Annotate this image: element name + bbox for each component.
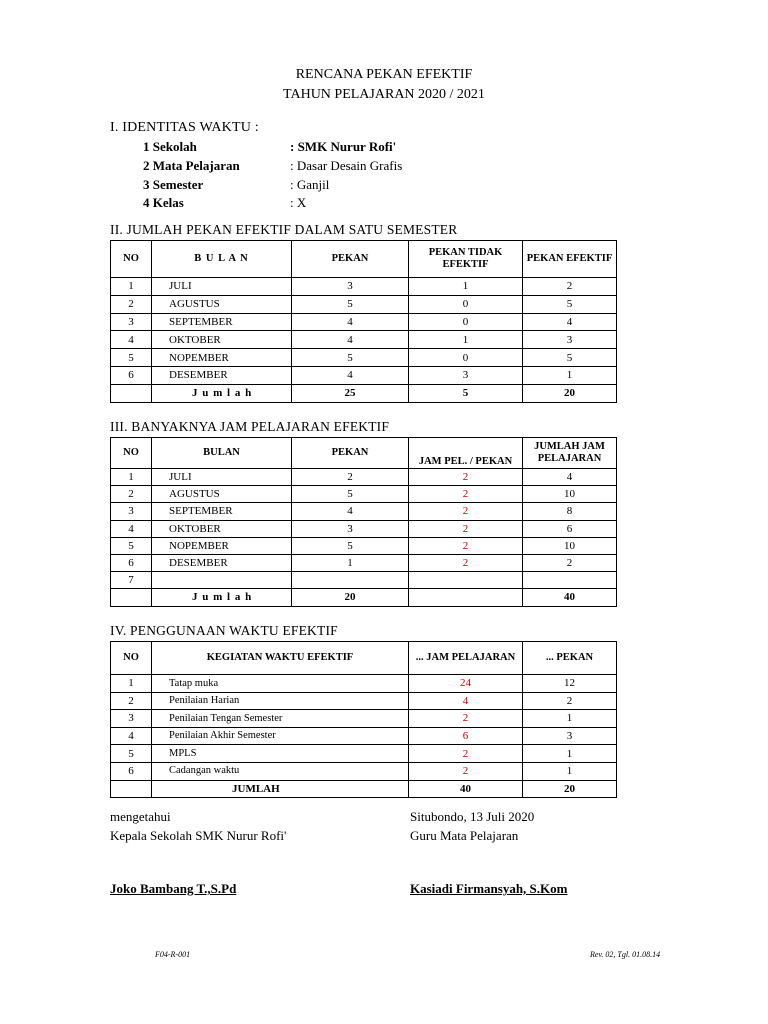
cell-jam-per-pekan: 2 (409, 503, 523, 520)
total-jumlah-jam: 40 (523, 589, 617, 606)
cell-no: 1 (111, 278, 152, 296)
section2-heading: II. JUMLAH PEKAN EFEKTIF DALAM SATU SEMESTER (110, 222, 458, 237)
doc-title: RENCANA PEKAN EFEKTIF (295, 67, 473, 82)
cell-jumlah-jam: 2 (523, 554, 617, 571)
table-total-row (111, 780, 617, 798)
identity-label: 2 Mata Pelajaran (143, 158, 240, 173)
cell-efektif: 3 (523, 331, 617, 349)
cell-jam-per-pekan: 2 (409, 469, 523, 486)
cell-jam-per-pekan: 2 (409, 520, 523, 537)
table-row (111, 537, 617, 554)
header-pekan: PEKAN (292, 438, 409, 469)
cell-efektif: 2 (523, 278, 617, 296)
cell-no: 2 (111, 692, 152, 710)
cell-tidak-efektif: 0 (409, 295, 523, 313)
sign-right-line2: Guru Mata Pelajaran (410, 828, 519, 843)
cell-jam-pelajaran: 2 (409, 762, 523, 780)
sign-right-line1: Situbondo, 13 Juli 2020 (410, 809, 535, 824)
cell-jam-pelajaran: 6 (409, 727, 523, 745)
cell-bulan: OKTOBER (152, 331, 292, 349)
total-pekan: 20 (292, 589, 409, 606)
cell-bulan: NOPEMBER (152, 537, 292, 554)
header-kegiatan: KEGIATAN WAKTU EFEKTIF (152, 642, 409, 675)
cell-no: 6 (111, 762, 152, 780)
total-label: J u m l a h (152, 589, 292, 606)
cell-no: 4 (111, 520, 152, 537)
cell-pekan: 2 (523, 692, 617, 710)
cell-kegiatan: Penilaian Harian (152, 692, 409, 710)
cell-jumlah-jam: 6 (523, 520, 617, 537)
header-no: NO (111, 438, 152, 469)
header-jumlah-jam: JUMLAH JAM PELAJARAN (523, 438, 617, 469)
table-row (111, 503, 617, 520)
cell-no: 3 (111, 313, 152, 331)
cell-bulan: JULI (152, 278, 292, 296)
total-pekan: 25 (292, 384, 409, 402)
table-row (111, 520, 617, 537)
table-row (111, 366, 617, 384)
cell-bulan: NOPEMBER (152, 349, 292, 367)
cell-kegiatan: Cadangan waktu (152, 762, 409, 780)
identity-label: 4 Kelas (143, 195, 184, 210)
cell-bulan: DESEMBER (152, 366, 292, 384)
sign-left-line1: mengetahui (110, 809, 171, 824)
cell-jumlah-jam: 10 (523, 537, 617, 554)
cell-no: 5 (111, 349, 152, 367)
table-row (111, 313, 617, 331)
cell-no: 7 (111, 572, 152, 589)
cell-jumlah-jam (523, 572, 617, 589)
identity-value: : Dasar Desain Grafis (290, 158, 403, 173)
table-total-row (111, 589, 617, 606)
cell-efektif: 5 (523, 349, 617, 367)
cell-pekan: 2 (292, 469, 409, 486)
identity-label: 1 Sekolah (143, 139, 197, 154)
cell-pekan: 4 (292, 503, 409, 520)
cell-no: 4 (111, 727, 152, 745)
penggunaan-waktu-table (110, 641, 617, 798)
cell-no: 3 (111, 710, 152, 728)
sign-left-line2: Kepala Sekolah SMK Nurur Rofi' (110, 828, 287, 843)
total-jam (409, 589, 523, 606)
cell-jam-per-pekan: 2 (409, 537, 523, 554)
cell-pekan: 5 (292, 349, 409, 367)
cell-bulan: AGUSTUS (152, 295, 292, 313)
identity-value: : Ganjil (290, 177, 330, 192)
cell-jam-pelajaran: 2 (409, 745, 523, 763)
cell-pekan: 1 (292, 554, 409, 571)
cell-no: 4 (111, 331, 152, 349)
cell-jam-pelajaran: 4 (409, 692, 523, 710)
identity-value: : SMK Nurur Rofi' (290, 139, 397, 154)
identity-value: : X (290, 195, 307, 210)
cell-pekan: 5 (292, 486, 409, 503)
cell-bulan: AGUSTUS (152, 486, 292, 503)
table-row (111, 745, 617, 763)
cell-jam-per-pekan: 2 (409, 486, 523, 503)
cell-pekan: 12 (523, 675, 617, 693)
cell-efektif: 1 (523, 366, 617, 384)
table-header-row (111, 438, 617, 469)
cell-bulan: DESEMBER (152, 554, 292, 571)
cell-kegiatan: Penilaian Tengan Semester (152, 710, 409, 728)
section3-heading: III. BANYAKNYA JAM PELAJARAN EFEKTIF (110, 419, 390, 434)
cell-pekan: 5 (292, 537, 409, 554)
table-row (111, 554, 617, 571)
total-jam: 40 (409, 780, 523, 798)
cell-no: 6 (111, 554, 152, 571)
cell-kegiatan: Penilaian Akhir Semester (152, 727, 409, 745)
header-no: NO (111, 642, 152, 675)
cell-bulan: SEPTEMBER (152, 313, 292, 331)
header-pekan-efektif: PEKAN EFEKTIF (523, 241, 617, 278)
cell-no: 6 (111, 366, 152, 384)
pekan-efektif-table (110, 240, 617, 403)
cell-jam-pelajaran: 24 (409, 675, 523, 693)
cell-empty (111, 589, 152, 606)
cell-pekan: 3 (292, 520, 409, 537)
doc-subtitle: TAHUN PELAJARAN 2020 / 2021 (283, 87, 485, 102)
table-row (111, 469, 617, 486)
cell-tidak-efektif: 3 (409, 366, 523, 384)
identity-label: 3 Semester (143, 177, 204, 192)
table-header-row (111, 642, 617, 675)
header-jam-per-pekan: JAM PEL. / PEKAN (409, 438, 523, 469)
cell-tidak-efektif: 0 (409, 349, 523, 367)
cell-no: 5 (111, 537, 152, 554)
section4-heading: IV. PENGGUNAAN WAKTU EFEKTIF (110, 623, 338, 638)
table-row (111, 295, 617, 313)
cell-jumlah-jam: 10 (523, 486, 617, 503)
cell-pekan: 3 (292, 278, 409, 296)
headmaster-name: Joko Bambang T.,S.Pd (110, 881, 237, 896)
cell-pekan: 4 (292, 366, 409, 384)
cell-pekan: 4 (292, 331, 409, 349)
header-no: NO (111, 241, 152, 278)
table-header-row (111, 241, 617, 278)
table-total-row (111, 384, 617, 402)
identity-heading: I. IDENTITAS WAKTU : (110, 120, 259, 135)
header-pekan: ... PEKAN (523, 642, 617, 675)
header-bulan: BULAN (152, 438, 292, 469)
header-pekan-tidak-efektif: PEKAN TIDAK EFEKTIF (409, 241, 523, 278)
cell-pekan: 4 (292, 313, 409, 331)
header-jam-pelajaran: ... JAM PELAJARAN (409, 642, 523, 675)
cell-bulan (152, 572, 292, 589)
total-tidak-efektif: 5 (409, 384, 523, 402)
table-row (111, 727, 617, 745)
table-row (111, 486, 617, 503)
table-row (111, 762, 617, 780)
table-row (111, 349, 617, 367)
cell-pekan: 1 (523, 762, 617, 780)
total-efektif: 20 (523, 384, 617, 402)
jam-pelajaran-table (110, 437, 617, 607)
cell-tidak-efektif: 1 (409, 278, 523, 296)
cell-jam-per-pekan: 2 (409, 554, 523, 571)
table-row (111, 692, 617, 710)
total-label: JUMLAH (152, 780, 409, 798)
cell-bulan: SEPTEMBER (152, 503, 292, 520)
cell-tidak-efektif: 0 (409, 313, 523, 331)
form-code: F04-R-001 (155, 950, 191, 959)
table-row (111, 710, 617, 728)
cell-kegiatan: MPLS (152, 745, 409, 763)
cell-tidak-efektif: 1 (409, 331, 523, 349)
teacher-name: Kasiadi Firmansyah, S.Kom (410, 881, 568, 896)
cell-pekan (292, 572, 409, 589)
cell-no: 3 (111, 503, 152, 520)
table-row (111, 572, 617, 589)
cell-no: 2 (111, 295, 152, 313)
header-bulan: B U L A N (152, 241, 292, 278)
table-row (111, 675, 617, 693)
cell-no: 2 (111, 486, 152, 503)
cell-jam-pelajaran: 2 (409, 710, 523, 728)
cell-empty (111, 384, 152, 402)
cell-no: 1 (111, 675, 152, 693)
cell-kegiatan: Tatap muka (152, 675, 409, 693)
table-row (111, 331, 617, 349)
table-row (111, 278, 617, 296)
cell-jumlah-jam: 4 (523, 469, 617, 486)
cell-jumlah-jam: 8 (523, 503, 617, 520)
revision-note: Rev. 02, Tgl. 01.08.14 (590, 950, 661, 959)
cell-bulan: JULI (152, 469, 292, 486)
cell-bulan: OKTOBER (152, 520, 292, 537)
cell-pekan: 5 (292, 295, 409, 313)
cell-no: 1 (111, 469, 152, 486)
cell-pekan: 1 (523, 745, 617, 763)
cell-no: 5 (111, 745, 152, 763)
cell-efektif: 5 (523, 295, 617, 313)
cell-jam-per-pekan (409, 572, 523, 589)
header-pekan: PEKAN (292, 241, 409, 278)
cell-efektif: 4 (523, 313, 617, 331)
total-label: J u m l a h (152, 384, 292, 402)
cell-empty (111, 780, 152, 798)
cell-pekan: 3 (523, 727, 617, 745)
total-pekan: 20 (523, 780, 617, 798)
cell-pekan: 1 (523, 710, 617, 728)
